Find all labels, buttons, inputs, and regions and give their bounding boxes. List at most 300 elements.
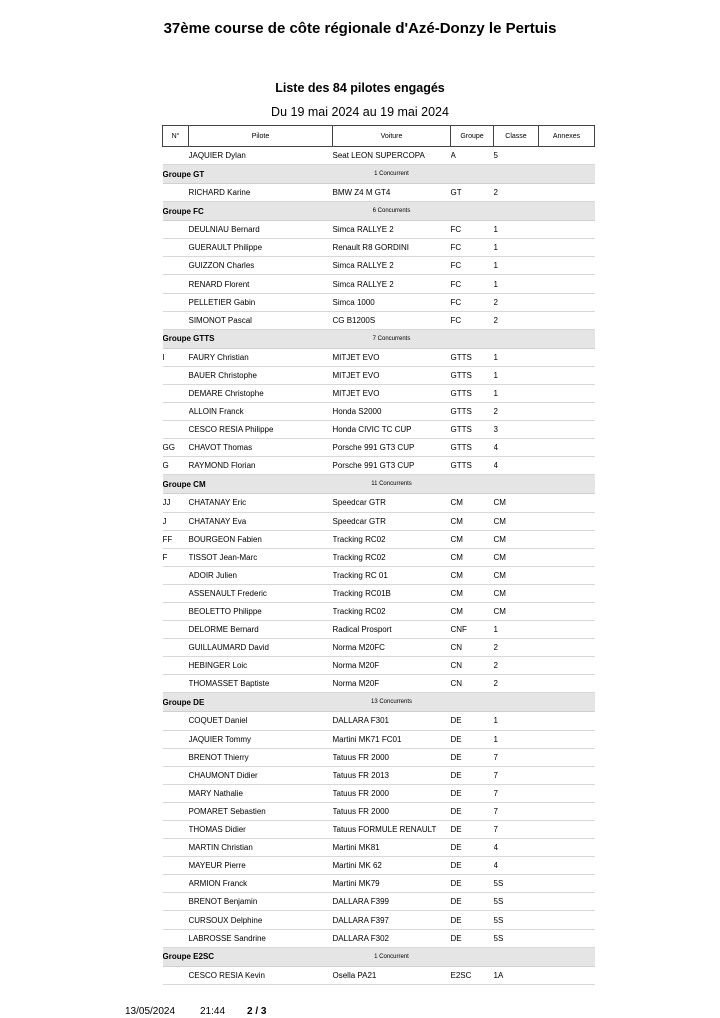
car-name: Martini MK71 FC01	[333, 730, 451, 748]
entry-number: F	[163, 548, 189, 566]
pilot-name: CESCO RESIA Philippe	[189, 421, 333, 439]
group-header-row	[163, 475, 595, 494]
entry-class: 4	[494, 457, 539, 475]
table-row	[163, 584, 595, 602]
column-header-annexes: Annexes	[539, 126, 595, 147]
entry-group: DE	[451, 802, 494, 820]
entry-class: CM	[494, 530, 539, 548]
entry-class: 7	[494, 748, 539, 766]
entry-group: CM	[451, 494, 494, 512]
entry-annexes	[539, 784, 595, 802]
car-name: Martini MK79	[333, 875, 451, 893]
entry-annexes	[539, 857, 595, 875]
entry-annexes	[539, 366, 595, 384]
entry-group: DE	[451, 839, 494, 857]
group-name: Groupe GTTS	[163, 329, 333, 348]
entry-class: CM	[494, 548, 539, 566]
pilot-name: CHAVOT Thomas	[189, 439, 333, 457]
pilot-name: HEBINGER Loic	[189, 657, 333, 675]
car-name: CG B1200S	[333, 311, 451, 329]
table-body	[163, 147, 595, 985]
table-row	[163, 675, 595, 693]
table-row	[163, 147, 595, 165]
column-header-num: N°	[163, 126, 189, 147]
entry-number	[163, 657, 189, 675]
entry-number	[163, 929, 189, 947]
entry-group: CN	[451, 657, 494, 675]
group-header-row	[163, 329, 595, 348]
entry-group: CM	[451, 584, 494, 602]
group-header-row	[163, 165, 595, 184]
car-name: Porsche 991 GT3 CUP	[333, 457, 451, 475]
entry-class: CM	[494, 494, 539, 512]
entry-group: GTTS	[451, 421, 494, 439]
pilot-name: MAYEUR Pierre	[189, 857, 333, 875]
table-row	[163, 602, 595, 620]
entry-annexes	[539, 802, 595, 820]
entry-annexes	[539, 384, 595, 402]
table-row	[163, 748, 595, 766]
entry-number	[163, 821, 189, 839]
document-title: 37ème course de côte régionale d'Azé-Donzy le Pertuis	[163, 20, 557, 37]
entry-group: DE	[451, 911, 494, 929]
entry-annexes	[539, 966, 595, 984]
car-name: Renault R8 GORDINI	[333, 239, 451, 257]
entry-number	[163, 147, 189, 165]
car-name: Seat LEON SUPERCOPA	[333, 147, 451, 165]
entry-annexes	[539, 839, 595, 857]
entry-class: 2	[494, 311, 539, 329]
entry-annexes	[539, 421, 595, 439]
table-row	[163, 730, 595, 748]
entry-annexes	[539, 566, 595, 584]
group-header-row	[163, 693, 595, 712]
entry-annexes	[539, 275, 595, 293]
entry-number	[163, 839, 189, 857]
entry-group: CN	[451, 675, 494, 693]
entry-number	[163, 639, 189, 657]
pilot-name: COQUET Daniel	[189, 712, 333, 730]
car-name: Tatuus FR 2013	[333, 766, 451, 784]
car-name: Speedcar GTR	[333, 494, 451, 512]
entry-group: CM	[451, 530, 494, 548]
entry-number	[163, 221, 189, 239]
pilot-name: DEMARE Christophe	[189, 384, 333, 402]
car-name: Osella PA21	[333, 966, 451, 984]
pilot-name: BRENOT Benjamin	[189, 893, 333, 911]
car-name: Porsche 991 GT3 CUP	[333, 439, 451, 457]
table-row	[163, 911, 595, 929]
table-row	[163, 839, 595, 857]
table-row	[163, 802, 595, 820]
entry-number	[163, 857, 189, 875]
table-row	[163, 311, 595, 329]
entry-class: 1	[494, 257, 539, 275]
entry-number: FF	[163, 530, 189, 548]
group-count: 7 Concurrents	[333, 329, 451, 348]
entry-class: 5S	[494, 893, 539, 911]
entry-annexes	[539, 875, 595, 893]
car-name: Honda CIVIC TC CUP	[333, 421, 451, 439]
entry-annexes	[539, 494, 595, 512]
group-name: Groupe FC	[163, 202, 333, 221]
car-name: Tatuus FORMULE RENAULT	[333, 821, 451, 839]
table-row	[163, 530, 595, 548]
entry-annexes	[539, 311, 595, 329]
entry-annexes	[539, 602, 595, 620]
entry-number	[163, 239, 189, 257]
entry-group: FC	[451, 275, 494, 293]
entry-group: FC	[451, 239, 494, 257]
table-row	[163, 766, 595, 784]
pilot-name: RAYMOND Florian	[189, 457, 333, 475]
car-name: MITJET EVO	[333, 366, 451, 384]
entry-number: JJ	[163, 494, 189, 512]
pilot-name: BEOLETTO Philippe	[189, 602, 333, 620]
entry-class: 5S	[494, 875, 539, 893]
pilot-name: DELORME Bernard	[189, 621, 333, 639]
car-name: BMW Z4 M GT4	[333, 184, 451, 202]
pilot-name: CHATANAY Eva	[189, 512, 333, 530]
entry-class: 1	[494, 384, 539, 402]
pilot-name: CHATANAY Eric	[189, 494, 333, 512]
table-row	[163, 275, 595, 293]
table-row	[163, 566, 595, 584]
entry-class: 1	[494, 621, 539, 639]
group-count: 1 Concurrent	[333, 165, 451, 184]
entry-number	[163, 421, 189, 439]
entry-group: DE	[451, 821, 494, 839]
pilot-name: CESCO RESIA Kevin	[189, 966, 333, 984]
car-name: Martini MK81	[333, 839, 451, 857]
table-header	[163, 126, 595, 147]
entry-group: DE	[451, 784, 494, 802]
group-count: 6 Concurrents	[333, 202, 451, 221]
pilot-name: POMARET Sebastien	[189, 802, 333, 820]
pilot-name: PELLETIER Gabin	[189, 293, 333, 311]
entry-class: 5S	[494, 911, 539, 929]
table-row	[163, 257, 595, 275]
entry-annexes	[539, 748, 595, 766]
pilot-name: MARY Nathalie	[189, 784, 333, 802]
entry-number	[163, 911, 189, 929]
entry-number	[163, 566, 189, 584]
car-name: Norma M20F	[333, 675, 451, 693]
pilot-name: JAQUIER Tommy	[189, 730, 333, 748]
entry-class: CM	[494, 512, 539, 530]
car-name: Tracking RC02	[333, 602, 451, 620]
car-name: Simca 1000	[333, 293, 451, 311]
entry-number	[163, 602, 189, 620]
entry-number	[163, 275, 189, 293]
table-row	[163, 421, 595, 439]
entry-group: DE	[451, 929, 494, 947]
car-name: Simca RALLYE 2	[333, 275, 451, 293]
pilot-name: THOMAS Didier	[189, 821, 333, 839]
entry-annexes	[539, 530, 595, 548]
entry-group: GTTS	[451, 403, 494, 421]
table-row	[163, 494, 595, 512]
entry-group: GTTS	[451, 348, 494, 366]
entry-class: CM	[494, 584, 539, 602]
car-name: Tatuus FR 2000	[333, 802, 451, 820]
entry-group: DE	[451, 766, 494, 784]
pilot-name: ASSENAULT Frederic	[189, 584, 333, 602]
entry-number	[163, 784, 189, 802]
entry-number	[163, 766, 189, 784]
pilot-name: GUILLAUMARD David	[189, 639, 333, 657]
car-name: Martini MK 62	[333, 857, 451, 875]
entry-group: DE	[451, 875, 494, 893]
entry-group: CN	[451, 639, 494, 657]
car-name: DALLARA F397	[333, 911, 451, 929]
table-row	[163, 621, 595, 639]
entry-number	[163, 712, 189, 730]
page-number: 2 / 3	[247, 1006, 267, 1017]
entry-class: 7	[494, 802, 539, 820]
entry-class: 4	[494, 439, 539, 457]
entries-table	[162, 125, 595, 985]
car-name: Simca RALLYE 2	[333, 221, 451, 239]
entry-number: J	[163, 512, 189, 530]
car-name: MITJET EVO	[333, 348, 451, 366]
entry-annexes	[539, 730, 595, 748]
entry-class: 1	[494, 221, 539, 239]
pilot-name: FAURY Christian	[189, 348, 333, 366]
entry-annexes	[539, 184, 595, 202]
car-name: Tatuus FR 2000	[333, 748, 451, 766]
table-row	[163, 512, 595, 530]
entry-annexes	[539, 239, 595, 257]
entry-group: GTTS	[451, 457, 494, 475]
entry-class: 2	[494, 293, 539, 311]
entry-group: CNF	[451, 621, 494, 639]
entry-group: DE	[451, 748, 494, 766]
pilot-name: THOMASSET Baptiste	[189, 675, 333, 693]
footer-time: 21:44	[200, 1006, 226, 1017]
table-row	[163, 893, 595, 911]
entry-class: 1	[494, 712, 539, 730]
entry-group: DE	[451, 893, 494, 911]
pilot-name: RICHARD Karine	[189, 184, 333, 202]
entry-annexes	[539, 457, 595, 475]
table-row	[163, 366, 595, 384]
car-name: Tracking RC02	[333, 530, 451, 548]
table-row	[163, 239, 595, 257]
entry-number	[163, 584, 189, 602]
pilot-name: CHAUMONT Didier	[189, 766, 333, 784]
car-name: MITJET EVO	[333, 384, 451, 402]
entry-annexes	[539, 548, 595, 566]
column-header-groupe: Groupe	[451, 126, 494, 147]
pilot-name: GUERAULT Philippe	[189, 239, 333, 257]
group-name: Groupe DE	[163, 693, 333, 712]
entry-number: I	[163, 348, 189, 366]
entry-number: GG	[163, 439, 189, 457]
entry-number	[163, 257, 189, 275]
entry-group: GT	[451, 184, 494, 202]
entry-group: GTTS	[451, 384, 494, 402]
entry-number	[163, 966, 189, 984]
car-name: Tracking RC01B	[333, 584, 451, 602]
entry-class: 7	[494, 821, 539, 839]
group-name: Groupe GT	[163, 165, 333, 184]
entry-group: CM	[451, 512, 494, 530]
entry-class: CM	[494, 602, 539, 620]
car-name: Tatuus FR 2000	[333, 784, 451, 802]
entry-class: 4	[494, 839, 539, 857]
table-row	[163, 293, 595, 311]
table-row	[163, 857, 595, 875]
entry-number	[163, 748, 189, 766]
entry-class: 4	[494, 857, 539, 875]
entry-annexes	[539, 403, 595, 421]
pilot-name: BAUER Christophe	[189, 366, 333, 384]
table-row	[163, 875, 595, 893]
entry-class: 5S	[494, 929, 539, 947]
entry-number	[163, 875, 189, 893]
entry-class: 1	[494, 348, 539, 366]
car-name: Tracking RC 01	[333, 566, 451, 584]
entry-number	[163, 403, 189, 421]
entry-group: DE	[451, 857, 494, 875]
table-row	[163, 639, 595, 657]
entry-group: DE	[451, 712, 494, 730]
pilot-name: SIMONOT Pascal	[189, 311, 333, 329]
entry-group: FC	[451, 311, 494, 329]
car-name: Speedcar GTR	[333, 512, 451, 530]
entry-class: 1	[494, 239, 539, 257]
list-title: Liste des 84 pilotes engagés	[275, 81, 445, 95]
group-count: 13 Concurrents	[333, 693, 451, 712]
car-name: Simca RALLYE 2	[333, 257, 451, 275]
entry-annexes	[539, 657, 595, 675]
pilot-name: MARTIN Christian	[189, 839, 333, 857]
car-name: DALLARA F301	[333, 712, 451, 730]
entry-annexes	[539, 675, 595, 693]
entry-group: GTTS	[451, 366, 494, 384]
entry-group: FC	[451, 293, 494, 311]
pilot-name: LABROSSE Sandrine	[189, 929, 333, 947]
table-row	[163, 403, 595, 421]
car-name: Tracking RC02	[333, 548, 451, 566]
table-row	[163, 548, 595, 566]
car-name: DALLARA F302	[333, 929, 451, 947]
table-row	[163, 966, 595, 984]
table-row	[163, 439, 595, 457]
car-name: Norma M20F	[333, 657, 451, 675]
entry-annexes	[539, 712, 595, 730]
entry-class: 7	[494, 784, 539, 802]
car-name: Norma M20FC	[333, 639, 451, 657]
group-header-row	[163, 202, 595, 221]
entry-annexes	[539, 893, 595, 911]
pilot-name: ADOIR Julien	[189, 566, 333, 584]
entry-number: G	[163, 457, 189, 475]
entry-annexes	[539, 639, 595, 657]
table-row	[163, 384, 595, 402]
car-name: DALLARA F399	[333, 893, 451, 911]
entry-class: 1A	[494, 966, 539, 984]
footer-date: 13/05/2024	[125, 1006, 176, 1017]
car-name: Radical Prosport	[333, 621, 451, 639]
column-header-pilote: Pilote	[189, 126, 333, 147]
pilot-name: GUIZZON Charles	[189, 257, 333, 275]
entry-group: FC	[451, 221, 494, 239]
entry-group: A	[451, 147, 494, 165]
entry-class: 1	[494, 730, 539, 748]
column-header-voiture: Voiture	[333, 126, 451, 147]
entry-number	[163, 293, 189, 311]
entry-annexes	[539, 257, 595, 275]
entry-number	[163, 366, 189, 384]
entry-class: 1	[494, 366, 539, 384]
entry-annexes	[539, 621, 595, 639]
entry-group: CM	[451, 602, 494, 620]
entry-annexes	[539, 147, 595, 165]
pilot-name: CURSOUX Delphine	[189, 911, 333, 929]
entry-group: DE	[451, 730, 494, 748]
pilot-name: ARMION Franck	[189, 875, 333, 893]
group-name: Groupe E2SC	[163, 947, 333, 966]
pilot-name: RENARD Florent	[189, 275, 333, 293]
entry-number	[163, 675, 189, 693]
entry-class: 1	[494, 275, 539, 293]
column-header-classe: Classe	[494, 126, 539, 147]
entry-number	[163, 893, 189, 911]
table-row	[163, 784, 595, 802]
table-row	[163, 457, 595, 475]
entry-group: GTTS	[451, 439, 494, 457]
group-name: Groupe CM	[163, 475, 333, 494]
entry-group: FC	[451, 257, 494, 275]
car-name: Honda S2000	[333, 403, 451, 421]
entry-number	[163, 621, 189, 639]
entry-annexes	[539, 348, 595, 366]
pilot-name: BRENOT Thierry	[189, 748, 333, 766]
entry-annexes	[539, 512, 595, 530]
entry-annexes	[539, 929, 595, 947]
entry-number	[163, 384, 189, 402]
pilot-name: DEULNIAU Bernard	[189, 221, 333, 239]
entry-class: 2	[494, 657, 539, 675]
table-row	[163, 929, 595, 947]
table-row	[163, 712, 595, 730]
pilot-name: ALLOIN Franck	[189, 403, 333, 421]
entry-group: E2SC	[451, 966, 494, 984]
pilot-name: BOURGEON Fabien	[189, 530, 333, 548]
entry-class: 7	[494, 766, 539, 784]
entry-class: 2	[494, 403, 539, 421]
table-row	[163, 657, 595, 675]
entry-annexes	[539, 821, 595, 839]
table-row	[163, 221, 595, 239]
date-range: Du 19 mai 2024 au 19 mai 2024	[271, 105, 449, 119]
entry-class: 3	[494, 421, 539, 439]
group-count: 11 Concurrents	[333, 475, 451, 494]
pilot-name: JAQUIER Dylan	[189, 147, 333, 165]
entry-annexes	[539, 766, 595, 784]
entry-annexes	[539, 439, 595, 457]
group-header-row	[163, 947, 595, 966]
table-row	[163, 821, 595, 839]
entry-class: 2	[494, 184, 539, 202]
entry-number	[163, 802, 189, 820]
pilot-name: TISSOT Jean-Marc	[189, 548, 333, 566]
table-row	[163, 348, 595, 366]
entry-class: CM	[494, 566, 539, 584]
entry-annexes	[539, 584, 595, 602]
